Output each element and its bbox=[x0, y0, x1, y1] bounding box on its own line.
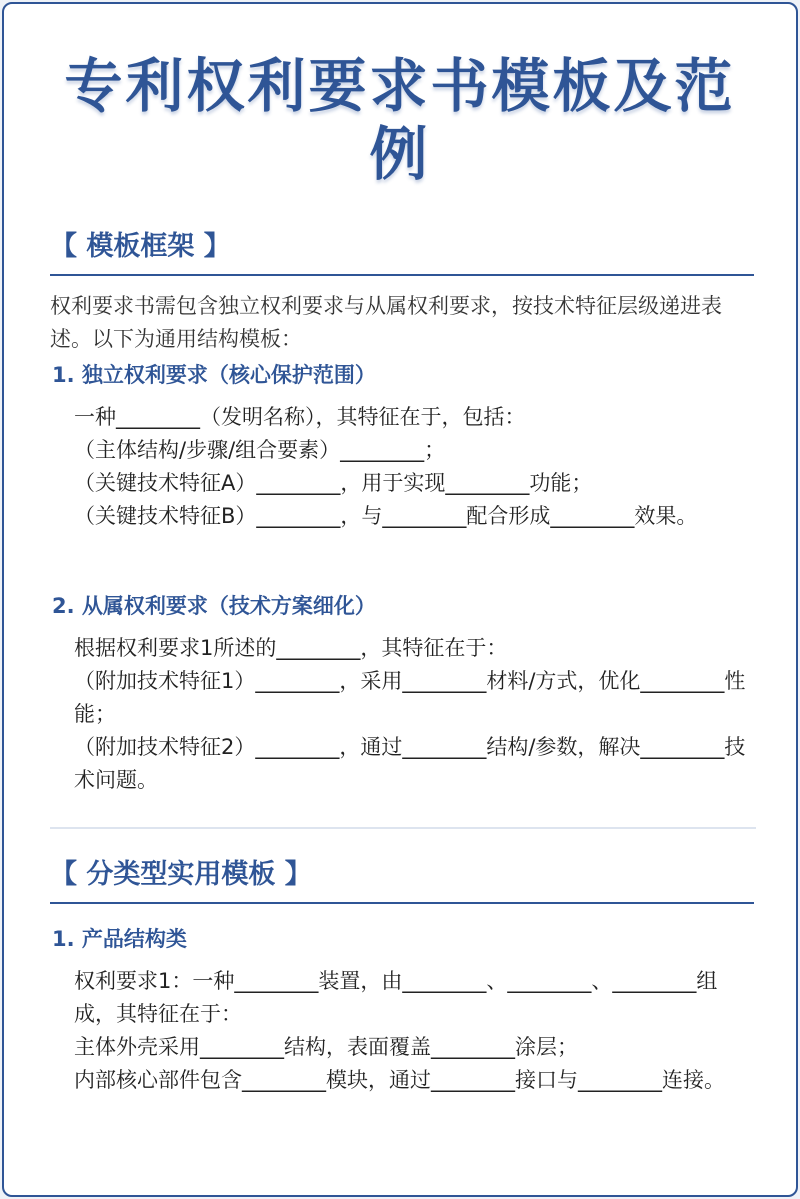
section-heading-template: 【 模板框架 】 bbox=[50, 228, 754, 276]
claim-line: 一种________（发明名称），其特征在于，包括： bbox=[74, 405, 526, 429]
page-title: 专利权利要求书模板及范例 bbox=[64, 52, 736, 188]
document-card bbox=[2, 2, 798, 1197]
claim-line: 内部核心部件包含________模块，通过________接口与________连接。 bbox=[74, 1068, 725, 1092]
claim-line: （关键技术特征B）________，与________配合形成________效果。 bbox=[74, 504, 698, 528]
subheading-independent-claim: 1. 独立权利要求（核心保护范围） bbox=[52, 363, 376, 387]
section-divider bbox=[50, 827, 756, 829]
claim-line: 主体外壳采用________结构，表面覆盖________涂层； bbox=[74, 1035, 578, 1059]
claim-line: （附加技术特征1）________，采用________材料/方式，优化________性能； bbox=[74, 669, 746, 726]
claim-line: （主体结构/步骤/组合要素）________； bbox=[74, 438, 446, 462]
claim-line: 权利要求1：一种________装置，由________、________、________组成，其特征在于： bbox=[74, 969, 718, 1026]
section-heading-practical: 【 分类型实用模板 】 bbox=[50, 856, 754, 904]
claim-line: （关键技术特征A）________，用于实现________功能； bbox=[74, 471, 593, 495]
claim-line: 根据权利要求1所述的________，其特征在于： bbox=[74, 636, 508, 660]
subheading-product-structure: 1. 产品结构类 bbox=[52, 927, 187, 951]
product-claim-template bbox=[74, 965, 746, 1097]
dependent-claim-template bbox=[74, 632, 746, 797]
subheading-dependent-claim: 2. 从属权利要求（技术方案细化） bbox=[52, 594, 376, 618]
claim-line: （附加技术特征2）________，通过________结构/参数，解决________技术问题。 bbox=[74, 735, 746, 792]
independent-claim-template bbox=[74, 401, 746, 533]
intro-paragraph: 权利要求书需包含独立权利要求与从属权利要求，按技术特征层级递进表述。以下为通用结构模板： bbox=[50, 294, 722, 351]
